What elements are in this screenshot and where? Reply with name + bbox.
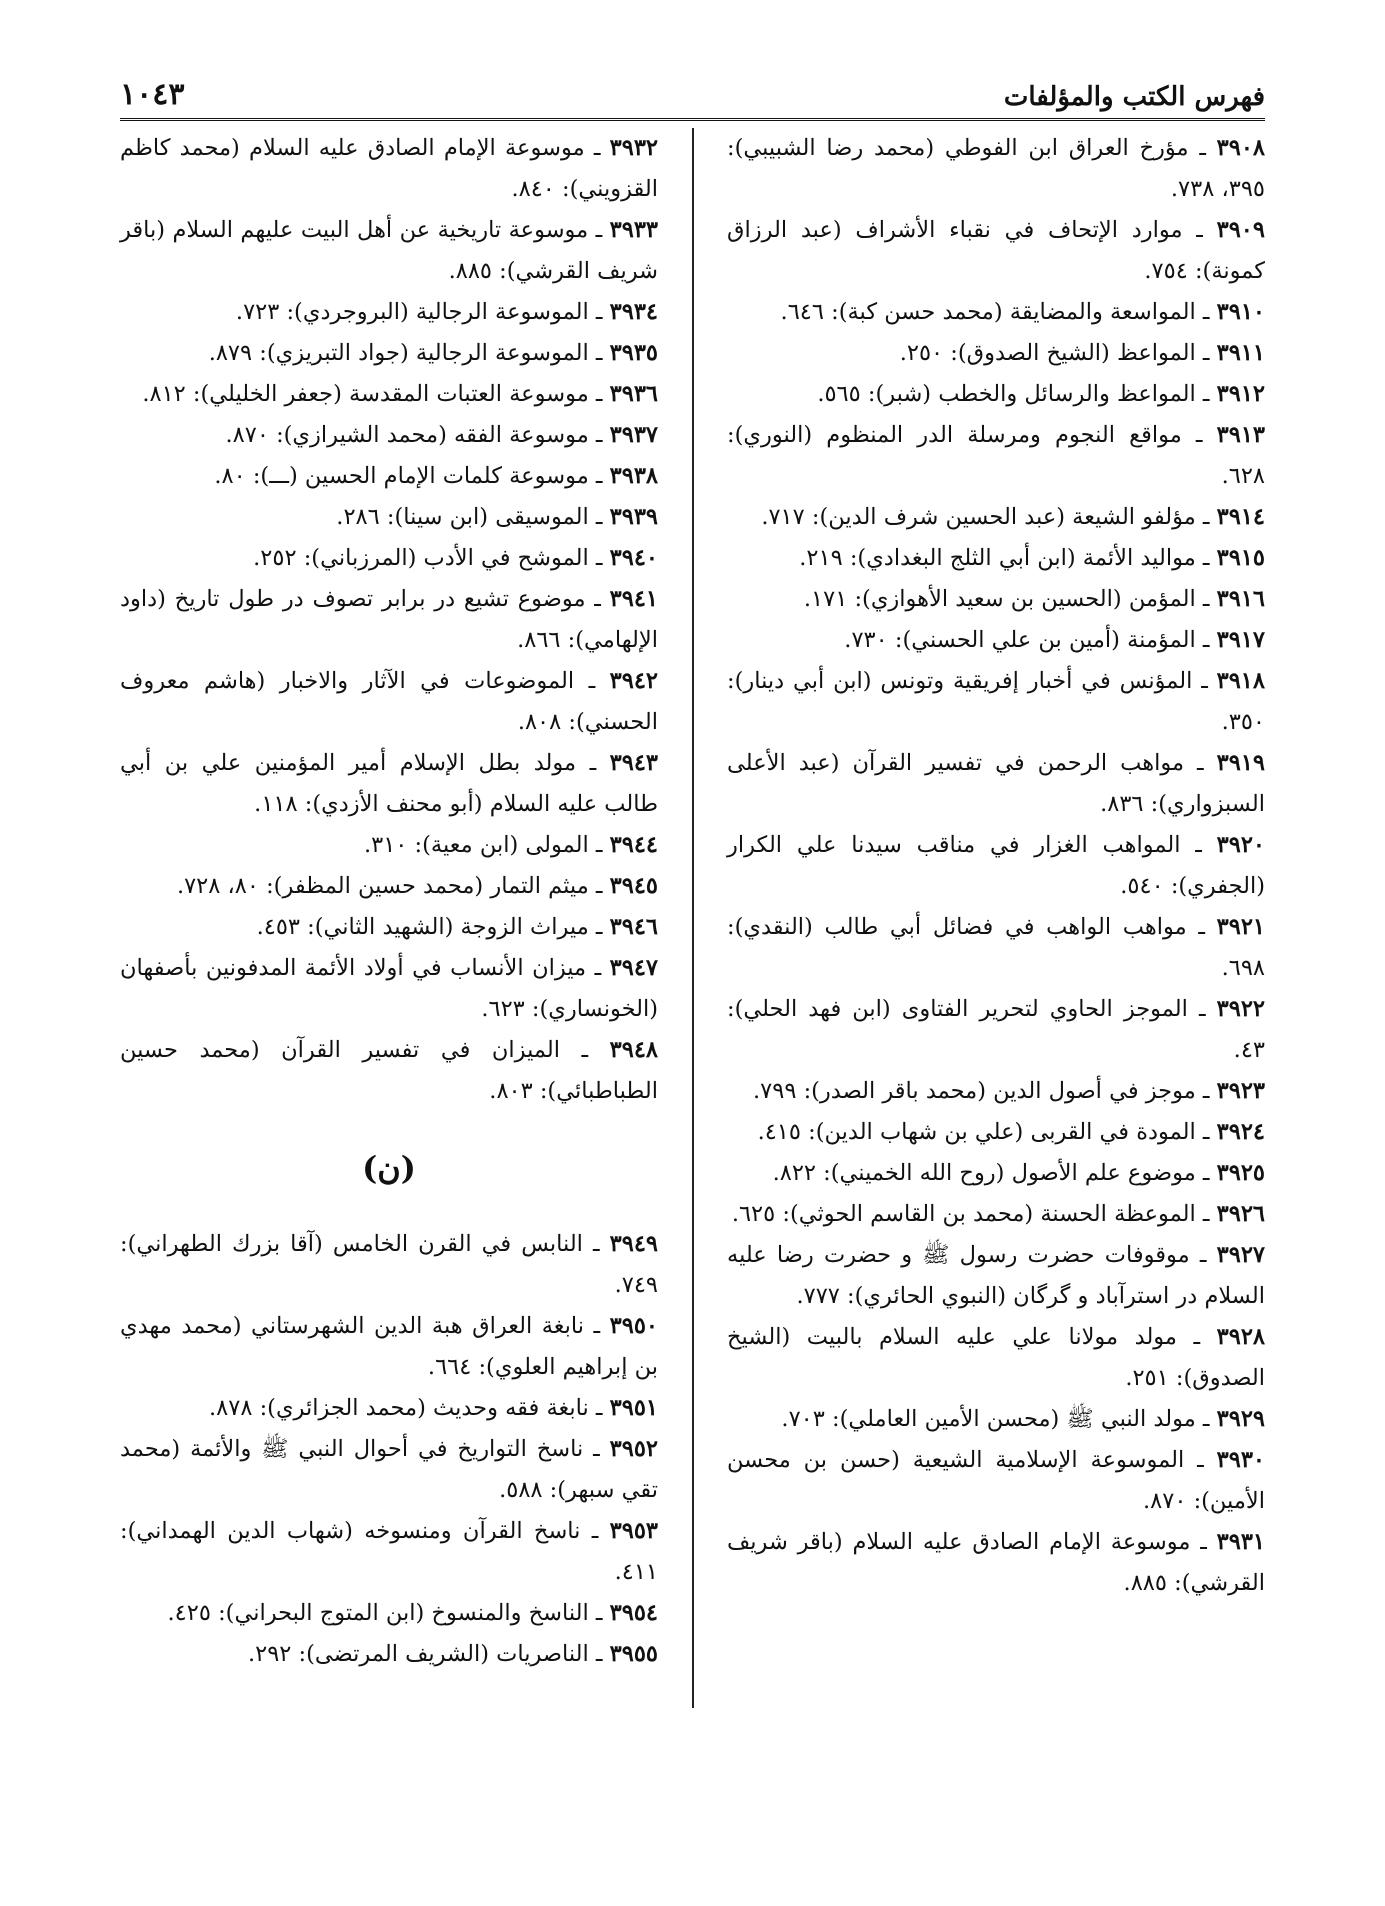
entry-text: ـ مواقع النجوم ومرسلة الدر المنظوم (النوري): ٦٢٨. [727, 422, 1265, 489]
entry-text: ـ المولى (ابن معية): ٣١٠. [363, 832, 603, 858]
entry-text: ـ الموسوعة الرجالية (البروجردي): ٧٢٣. [235, 299, 603, 325]
entry-text: ـ المودة في القربى (علي بن شهاب الدين): ٤١٥. [757, 1119, 1210, 1145]
index-entry [727, 1071, 1265, 1112]
index-entry [120, 415, 658, 456]
index-entry [120, 866, 658, 907]
index-entry [727, 1235, 1265, 1317]
index-entry [727, 333, 1265, 374]
entry-text: ـ مواهب الرحمن في تفسير القرآن (عبد الأعلى السبزواري): ٨٣٦. [727, 750, 1265, 817]
entry-text: ـ الموسوعة الإسلامية الشيعية (حسن بن محسن الأمين): ٨٧٠. [727, 1447, 1265, 1514]
index-entry [727, 497, 1265, 538]
entry-number: ٣٩٤٢ [609, 668, 658, 694]
entry-number: ٣٩٤٧ [609, 955, 658, 981]
entry-number: ٣٩٠٨ [1216, 135, 1265, 161]
entry-text: ـ الموجز الحاوي لتحرير الفتاوى (ابن فهد الحلي): ٤٣. [727, 996, 1265, 1063]
entry-number: ٣٩٢٩ [1216, 1406, 1265, 1432]
entry-text: ـ مولد النبي ﷺ (محسن الأمين العاملي): ٧٠٣. [781, 1406, 1210, 1432]
entry-number: ٣٩٤٨ [609, 1037, 658, 1063]
entry-text: ـ مؤلفو الشيعة (عبد الحسين شرف الدين): ٧١٧. [761, 504, 1210, 530]
index-entry [727, 374, 1265, 415]
index-entry [727, 743, 1265, 825]
entry-text: ـ مواليد الأئمة (ابن أبي الثلج البغدادي): ٢١٩. [799, 545, 1210, 571]
entry-text: ـ ميراث الزوجة (الشهيد الثاني): ٤٥٣. [256, 914, 603, 940]
index-entry [727, 1112, 1265, 1153]
entry-text: ـ موسوعة الإمام الصادق عليه السلام (محمد كاظم القزويني): ٨٤٠. [120, 135, 658, 202]
index-entry [120, 1224, 658, 1306]
entry-number: ٣٩٣٣ [609, 217, 659, 243]
index-entry [120, 538, 658, 579]
entry-number: ٣٩٢٤ [1216, 1119, 1265, 1145]
index-entry [727, 415, 1265, 497]
entry-number: ٣٩٥١ [609, 1395, 658, 1421]
entry-text: ـ موسوعة الإمام الصادق عليه السلام (باقر شريف القرشي): ٨٨٥. [727, 1529, 1265, 1596]
entry-number: ٣٩١٧ [1216, 627, 1265, 653]
entry-number: ٣٩١٢ [1216, 381, 1265, 407]
index-entry [727, 128, 1265, 210]
entry-number: ٣٩١٦ [1216, 586, 1265, 612]
entry-text: ـ الموسوعة الرجالية (جواد التبريزي): ٨٧٩. [208, 340, 603, 366]
entry-number: ٣٩٢٨ [1216, 1324, 1265, 1350]
left-column-entries [120, 128, 658, 1112]
index-entry [120, 292, 658, 333]
index-entry [120, 1634, 658, 1675]
entry-number: ٣٩١٤ [1216, 504, 1265, 530]
running-title: فهرس الكتب والمؤلفات [1003, 82, 1265, 112]
entry-text: ـ مولد بطل الإسلام أمير المؤمنين علي بن أبي طالب عليه السلام (أبو محنف الأزدي): ١١٨. [120, 750, 658, 817]
entry-number: ٣٩٥٢ [609, 1436, 658, 1462]
entry-number: ٣٩١٨ [1216, 668, 1265, 694]
left-column [120, 128, 676, 1846]
right-column [709, 128, 1265, 1846]
entry-number: ٣٩٤٥ [609, 873, 658, 899]
entry-number: ٣٩٣٦ [609, 381, 658, 407]
index-entry [120, 374, 658, 415]
left-column-entries-nun [120, 1224, 658, 1675]
entry-text: ـ الموعظة الحسنة (محمد بن القاسم الحوثي): ٦٢٥. [731, 1201, 1210, 1227]
entry-text: ـ الميزان في تفسير القرآن (محمد حسين الطباطبائي): ٨٠٣. [120, 1037, 658, 1104]
entry-text: ـ المؤمن (الحسين بن سعيد الأهوازي): ١٧١. [803, 586, 1210, 612]
index-columns [120, 128, 1265, 1846]
index-entry [120, 1306, 658, 1388]
index-entry [120, 661, 658, 743]
entry-text: ـ مواهب الواهب في فضائل أبي طالب (النقدي): ٦٩٨. [727, 914, 1265, 981]
entry-text: ـ المؤمنة (أمين بن علي الحسني): ٧٣٠. [844, 627, 1210, 653]
entry-number: ٣٩١٥ [1216, 545, 1265, 571]
entry-text: ـ نابغة العراق هبة الدين الشهرستاني (محمد مهدي بن إبراهيم العلوي): ٦٦٤. [120, 1313, 658, 1380]
index-entry [727, 661, 1265, 743]
entry-number: ٣٩٤٠ [609, 545, 658, 571]
entry-number: ٣٩٣٠ [1216, 1447, 1266, 1473]
entry-text: ـ موضوع علم الأصول (روح الله الخميني): ٨٢٢. [772, 1160, 1210, 1186]
entry-text: ـ موجز في أصول الدين (محمد باقر الصدر): ٧٩٩. [753, 1078, 1210, 1104]
index-entry [120, 1030, 658, 1112]
entry-text: ـ المواعظ والرسائل والخطب (شبر): ٥٦٥. [817, 381, 1210, 407]
entry-number: ٣٩٥٣ [609, 1518, 658, 1544]
entry-text: ـ ناسخ التواريخ في أحوال النبي ﷺ والأئمة (محمد تقي سبهر): ٥٨٨. [120, 1436, 658, 1503]
index-entry [727, 1522, 1265, 1604]
entry-text: ـ الموشح في الأدب (المرزباني): ٢٥٢. [253, 545, 603, 571]
index-entry [120, 1593, 658, 1634]
entry-text: ـ نابغة فقه وحديث (محمد الجزائري): ٨٧٨. [209, 1395, 603, 1421]
entry-text: ـ الناسخ والمنسوخ (ابن المتوج البحراني): ٤٢٥. [167, 1600, 603, 1626]
index-entry [120, 1388, 658, 1429]
index-entry [727, 1399, 1265, 1440]
entry-text: ـ ميثم التمار (محمد حسين المظفر): ٨٠، ٧٢٨. [176, 873, 603, 899]
entry-number: ٣٩٣١ [1216, 1529, 1265, 1555]
entry-number: ٣٩١١ [1216, 340, 1265, 366]
index-entry [727, 1317, 1265, 1399]
entry-number: ٣٩٤٤ [609, 832, 658, 858]
page-number: ١٠٤٣ [120, 77, 185, 112]
index-entry [727, 538, 1265, 579]
entry-number: ٣٩١٣ [1216, 422, 1266, 448]
entry-number: ٣٩٢٣ [1216, 1078, 1265, 1104]
entry-text: ـ موسوعة الفقه (محمد الشيرازي): ٨٧٠. [225, 422, 603, 448]
index-entry [120, 1429, 658, 1511]
index-entry [727, 1153, 1265, 1194]
entry-number: ٣٩٣٤ [609, 299, 658, 325]
entry-number: ٣٩٢٠ [1216, 832, 1265, 858]
entry-text: ـ المؤنس في أخبار إفريقية وتونس (ابن أبي دينار): ٣٥٠. [727, 668, 1265, 735]
entry-text: ـ المواهب الغزار في مناقب سيدنا علي الكرار (الجفري): ٥٤٠. [727, 832, 1265, 899]
column-divider [692, 128, 694, 1708]
index-entry [120, 497, 658, 538]
entry-number: ٣٩٣٨ [609, 463, 658, 489]
entry-text: ـ مولد مولانا علي عليه السلام بالبيت (الشيخ الصدوق): ٢٥١. [727, 1324, 1265, 1391]
index-entry [120, 456, 658, 497]
index-entry [727, 989, 1265, 1071]
entry-number: ٣٩٣٩ [609, 504, 658, 530]
index-entry [120, 579, 658, 661]
index-entry [727, 825, 1265, 907]
index-entry [120, 1511, 658, 1593]
index-entry [727, 292, 1265, 333]
entry-number: ٣٩٥٠ [609, 1313, 659, 1339]
entry-number: ٣٩٢٧ [1216, 1242, 1265, 1268]
entry-number: ٣٩٠٩ [1216, 217, 1265, 243]
entry-number: ٣٩٤١ [609, 586, 658, 612]
index-entry [727, 579, 1265, 620]
entry-text: ـ الموسيقى (ابن سينا): ٢٨٦. [336, 504, 603, 530]
index-entry [120, 825, 658, 866]
entry-number: ٣٩٣٥ [609, 340, 658, 366]
entry-text: ـ الموضوعات في الآثار والاخبار (هاشم معروف الحسني): ٨٠٨. [120, 668, 658, 735]
entry-text: ـ موارد الإتحاف في نقباء الأشراف (عبد الرزاق كمونة): ٧٥٤. [727, 217, 1265, 284]
entry-text: ـ موسوعة تاريخية عن أهل البيت عليهم السلام (باقر شريف القرشي): ٨٨٥. [120, 217, 658, 284]
index-entry [727, 1194, 1265, 1235]
index-entry [727, 210, 1265, 292]
entry-number: ٣٩٢٥ [1216, 1160, 1265, 1186]
index-entry [120, 128, 658, 210]
entry-number: ٣٩٤٩ [609, 1231, 658, 1257]
entry-number: ٣٩١٠ [1216, 299, 1265, 325]
entry-number: ٣٩٢٢ [1216, 996, 1265, 1022]
entry-number: ٣٩٢١ [1216, 914, 1265, 940]
page-header [120, 62, 1265, 121]
entry-text: ـ ميزان الأنساب في أولاد الأئمة المدفونين بأصفهان (الخونساري): ٦٢٣. [120, 955, 658, 1022]
entry-number: ٣٩١٩ [1216, 750, 1265, 776]
index-entry [727, 1440, 1265, 1522]
index-entry [120, 743, 658, 825]
entry-text: ـ موسوعة كلمات الإمام الحسين (ـــ): ٨٠. [214, 463, 603, 489]
entry-number: ٣٩٣٢ [609, 135, 658, 161]
section-letter-heading: (ن) [362, 1149, 416, 1187]
entry-text: ـ مؤرخ العراق ابن الفوطي (محمد رضا الشبيبي): ٣٩٥، ٧٣٨. [727, 135, 1265, 202]
entry-text: ـ ناسخ القرآن ومنسوخه (شهاب الدين الهمداني): ٤١١. [120, 1518, 658, 1585]
entry-number: ٣٩٣٧ [609, 422, 658, 448]
entry-number: ٣٩٤٣ [609, 750, 658, 776]
entry-text: ـ المواعظ (الشيخ الصدوق): ٢٥٠. [899, 340, 1210, 366]
index-entry [120, 907, 658, 948]
entry-text: ـ موضوع تشيع در برابر تصوف در طول تاريخ (داود الإلهامي): ٨٦٦. [120, 586, 658, 653]
index-entry [120, 210, 658, 292]
index-entry [727, 620, 1265, 661]
entry-text: ـ المواسعة والمضايقة (محمد حسن كبة): ٦٤٦. [780, 299, 1210, 325]
entry-text: ـ موسوعة العتبات المقدسة (جعفر الخليلي): ٨١٢. [142, 381, 603, 407]
entry-text: ـ موقوفات حضرت رسول ﷺ و حضرت رضا عليه السلام در استرآباد و گرگان (النبوي الحائري): ٧٧٧. [727, 1242, 1265, 1309]
entry-text: ـ النابس في القرن الخامس (آقا بزرك الطهراني): ٧٤٩. [120, 1231, 658, 1298]
index-entry [120, 948, 658, 1030]
entry-number: ٣٩٥٥ [609, 1641, 658, 1667]
entry-number: ٣٩٢٦ [1216, 1201, 1265, 1227]
index-entry [727, 907, 1265, 989]
entry-number: ٣٩٥٤ [609, 1600, 658, 1626]
entry-number: ٣٩٤٦ [609, 914, 658, 940]
index-entry [120, 333, 658, 374]
entry-text: ـ الناصريات (الشريف المرتضى): ٢٩٢. [247, 1641, 603, 1667]
